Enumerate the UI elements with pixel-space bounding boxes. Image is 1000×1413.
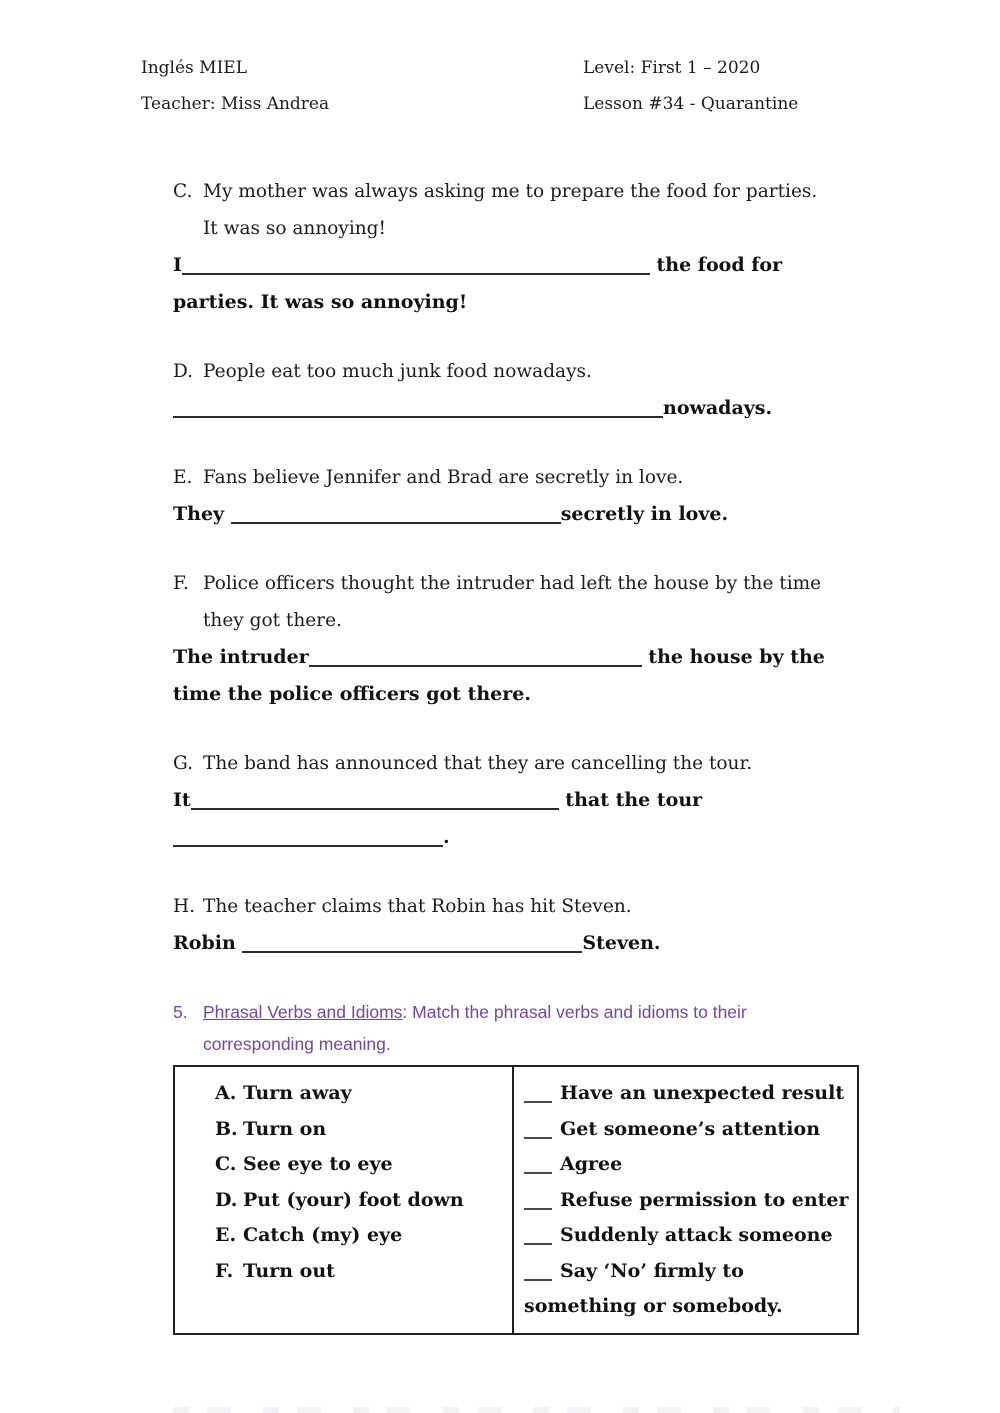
exercise-C [173,173,863,321]
answer-text: parties. It was so annoying! [173,291,468,313]
item-letter: E. [215,1224,237,1246]
prompt-text: Fans believe Jennifer and Brad are secretly in love. [203,467,684,488]
answer-text: . [443,826,450,848]
answer-blank[interactable] [524,1194,552,1210]
item-text: Turn on [243,1117,327,1140]
prompt-text: It was so annoying! [203,218,386,239]
answer-text: that the tour [558,789,703,811]
meanings-column [514,1067,857,1333]
exercise-prompt-line [173,745,863,782]
meaning-item [524,1289,853,1325]
exercise-prompt-line [173,353,863,390]
exercise-prompt-line [173,565,863,602]
meaning-text: Agree [560,1153,623,1175]
fill-in-blank[interactable] [191,794,559,810]
answer-line [173,925,863,962]
answer-text: the food for [649,254,783,276]
rewrite-exercises [173,173,863,962]
item-text: Put (your) foot down [243,1188,464,1211]
answer-line [173,676,863,713]
meaning-item [524,1183,853,1219]
exercise-letter: C. [173,181,193,202]
meaning-item [524,1076,853,1112]
phrasal-verb-item [215,1254,508,1290]
fill-in-blank[interactable] [242,937,582,953]
section-instruction: : Match the phrasal verbs and idioms to their [402,1002,747,1022]
fill-in-blank[interactable] [182,259,650,275]
meaning-text: Suddenly attack someone [560,1224,833,1246]
answer-blank[interactable] [524,1265,552,1281]
next-section-cutoff [173,1407,900,1413]
meaning-text: Refuse permission to enter [560,1188,849,1211]
exercise-G [173,745,863,856]
fill-in-blank[interactable] [173,402,663,418]
lesson-label: Lesson #34 - Quarantine [583,94,799,114]
item-text: Turn away [243,1082,352,1104]
prompt-text: People eat too much junk food nowadays. [203,361,592,382]
prompt-text: The band has announced that they are cancelling the tour. [203,753,753,774]
exercise-E [173,459,863,533]
phrasal-verb-item [215,1183,508,1219]
answer-text: They [173,503,231,525]
item-letter: A. [215,1082,237,1104]
answer-text: nowadays. [663,397,773,419]
phrasal-verb-item [215,1218,508,1254]
item-text: Turn out [243,1259,335,1282]
exercise-prompt-line [173,173,863,210]
answer-line [173,247,863,284]
answer-line [173,390,863,427]
item-text: Catch (my) eye [243,1224,403,1246]
meaning-text: Have an unexpected result [560,1082,845,1104]
course-name: Inglés MIEL [141,58,247,78]
answer-blank[interactable] [524,1229,552,1245]
answer-blank[interactable] [524,1158,552,1174]
phrasal-verbs-column [175,1067,514,1333]
phrasal-verbs-match-table [173,1065,859,1335]
fill-in-blank[interactable] [173,831,443,847]
phrasal-verb-item [215,1076,508,1112]
prompt-text: My mother was always asking me to prepare the food for parties. [203,181,818,202]
item-letter: F. [215,1259,234,1282]
exercise-prompt-line [173,602,863,639]
exercise-F [173,565,863,713]
item-letter: B. [215,1117,238,1140]
level-label: Level: First 1 – 2020 [583,58,761,78]
meaning-item [524,1254,853,1290]
item-text: See eye to eye [243,1153,393,1175]
answer-line [173,782,863,819]
answer-blank[interactable] [524,1123,552,1139]
section-number: 5. [173,1002,188,1022]
answer-line [173,496,863,533]
item-letter: C. [215,1153,237,1175]
answer-blank[interactable] [524,1087,552,1103]
exercise-letter: D. [173,361,194,382]
section-5-heading [173,994,863,1057]
exercise-prompt-line [173,210,863,247]
phrasal-verb-item [215,1147,508,1183]
worksheet-body [173,173,863,1335]
exercise-letter: G. [173,753,193,774]
exercise-D [173,353,863,427]
phrasal-verb-item [215,1112,508,1148]
answer-text: I [173,254,182,276]
worksheet-header [0,0,1000,115]
teacher-name: Teacher: Miss Andrea [141,94,330,114]
prompt-text: they got there. [203,610,342,631]
answer-line [173,819,863,856]
section-5-instruction-line1 [173,994,863,1031]
meaning-text: Say ‘No’ firmly to [560,1259,744,1282]
meaning-item [524,1218,853,1254]
exercise-letter: F. [173,573,189,594]
exercise-letter: H. [173,896,196,917]
meaning-text: something or somebody. [524,1295,783,1317]
answer-line [173,639,863,676]
answer-text: the house by the [641,646,825,668]
answer-text: The intruder [173,646,309,668]
section-title-underlined: Phrasal Verbs and Idioms [203,1002,403,1022]
prompt-text: The teacher claims that Robin has hit Steven. [203,896,632,917]
answer-text: Steven. [582,932,661,954]
answer-text: secretly in love. [560,503,729,525]
fill-in-blank[interactable] [231,508,561,524]
item-letter: D. [215,1188,238,1211]
exercise-H [173,888,863,962]
answer-text: time the police officers got there. [173,683,531,705]
meaning-item [524,1112,853,1148]
exercise-prompt-line [173,459,863,496]
answer-line [173,284,863,321]
meaning-item [524,1147,853,1183]
answer-text: Robin [173,932,243,954]
exercise-letter: E. [173,467,193,488]
answer-text: It [173,789,191,811]
prompt-text: Police officers thought the intruder had left the house by the time [203,573,822,594]
meaning-text: Get someone’s attention [560,1117,821,1140]
fill-in-blank[interactable] [309,651,642,667]
section-5-instruction-line2: corresponding meaning. [203,1034,391,1054]
exercise-prompt-line [173,888,863,925]
